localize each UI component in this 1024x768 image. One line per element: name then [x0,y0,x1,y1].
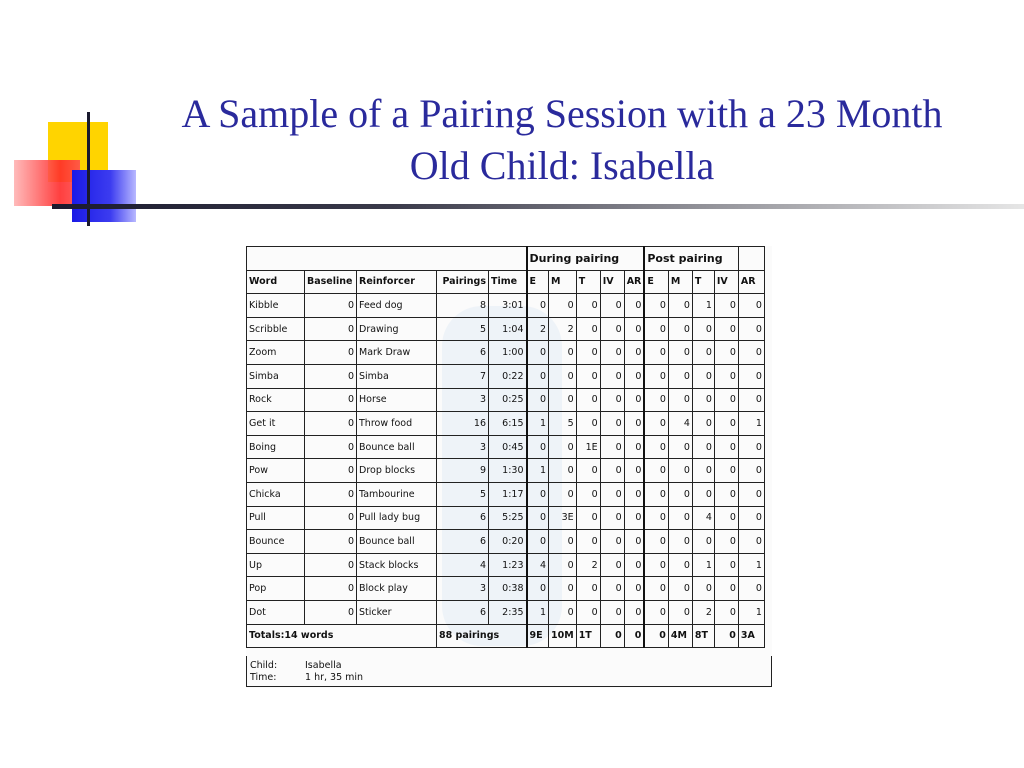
table-cell: 0 [305,577,357,601]
table-cell: 0 [600,553,624,577]
table-cell: 0 [692,364,714,388]
table-cell: 1:17 [489,482,527,506]
table-cell: 0 [549,459,577,483]
table-cell: 0 [527,435,549,459]
table-cell: 1:00 [489,341,527,365]
table-cell: 0 [576,412,600,436]
table-row [247,577,765,601]
table-cell: 1:04 [489,317,527,341]
table-cell: 1 [527,600,549,624]
table-cell: 1 [738,600,764,624]
table-cell: 0 [738,435,764,459]
table-cell: 0 [576,482,600,506]
table-cell: 0 [692,435,714,459]
table-cell: 0 [549,553,577,577]
table-cell: 0 [714,388,738,412]
table-cell: 5 [437,317,489,341]
table-cell: 1 [692,294,714,318]
table-cell: 2 [692,600,714,624]
table-cell: 0 [738,294,764,318]
table-cell: 16 [437,412,489,436]
table-cell: 0 [714,294,738,318]
table-cell: 1:30 [489,459,527,483]
table-cell: 0 [692,317,714,341]
table-cell: Get it [247,412,305,436]
table-cell: 0 [644,412,668,436]
table-row [247,600,765,624]
table-cell: 0 [644,435,668,459]
column-header: IV [600,270,624,294]
table-cell: 0 [527,530,549,554]
table-cell: Up [247,553,305,577]
table-cell: 3:01 [489,294,527,318]
table-cell: 0 [305,294,357,318]
logo-red-bar [14,160,80,206]
table-cell: 0 [305,482,357,506]
table-cell: 0 [668,317,692,341]
table-cell: 2 [549,317,577,341]
table-cell: 1:23 [489,553,527,577]
table-cell: 0 [668,459,692,483]
slide-title [100,88,1024,192]
data-sheet-image [246,246,772,688]
post-pairing-header: Post pairing [644,247,738,271]
table-cell: 0 [668,435,692,459]
table-cell: 0 [692,577,714,601]
table-cell: Chicka [247,482,305,506]
table-cell: 0 [668,506,692,530]
table-cell: 3 [437,388,489,412]
totals-cell: 8T [692,624,714,648]
table-cell: 6:15 [489,412,527,436]
table-cell: 6 [437,600,489,624]
table-cell: 3E [549,506,577,530]
table-cell: Block play [357,577,437,601]
table-cell: 0 [738,530,764,554]
table-cell: 0 [668,388,692,412]
table-cell: 0 [668,364,692,388]
totals-cell: 10M [549,624,577,648]
child-value: Isabella [305,660,342,671]
column-header: AR [738,270,764,294]
table-cell: Drawing [357,317,437,341]
table-cell: 0 [305,435,357,459]
table-cell: 0 [576,341,600,365]
table-cell: Pop [247,577,305,601]
table-cell: 0 [600,341,624,365]
table-cell: 0 [714,600,738,624]
column-header: M [668,270,692,294]
column-header: T [576,270,600,294]
table-cell: 0 [738,341,764,365]
table-cell: 1 [738,412,764,436]
table-row [247,388,765,412]
table-cell: 0 [600,294,624,318]
table-cell: 0 [624,412,644,436]
table-cell: 0 [527,482,549,506]
table-cell: 5 [549,412,577,436]
table-cell: 0 [644,364,668,388]
table-cell: 9 [437,459,489,483]
table-cell: 0 [549,435,577,459]
table-cell: 0 [527,364,549,388]
table-cell: Bounce [247,530,305,554]
table-row [247,482,765,506]
table-cell: 0 [305,364,357,388]
table-cell: 0 [692,388,714,412]
table-cell: 0:25 [489,388,527,412]
table-cell: 1 [692,553,714,577]
table-cell: 4 [692,506,714,530]
table-cell: 0 [668,553,692,577]
table-cell: 0 [644,388,668,412]
table-cell: 6 [437,530,489,554]
table-row [247,412,765,436]
column-header: Baseline [305,270,357,294]
column-header: E [527,270,549,294]
table-cell: 0 [576,577,600,601]
table-cell: 1 [527,459,549,483]
table-cell: 0 [692,459,714,483]
table-cell: 4 [668,412,692,436]
table-cell: Bounce ball [357,530,437,554]
table-cell: 2 [527,317,549,341]
column-header: T [692,270,714,294]
table-cell: 7 [437,364,489,388]
table-cell: 3 [437,435,489,459]
table-cell: 0 [549,364,577,388]
table-cell: 0 [576,388,600,412]
table-cell: 0 [576,364,600,388]
table-cell: 0 [714,553,738,577]
table-cell: 0 [576,506,600,530]
table-cell: 0 [738,364,764,388]
table-cell: 0 [668,341,692,365]
table-cell: 0 [738,317,764,341]
table-cell: 0 [549,577,577,601]
table-row [247,435,765,459]
table-cell: 1 [738,553,764,577]
column-header: IV [714,270,738,294]
column-header: Word [247,270,305,294]
table-cell: 0 [600,364,624,388]
totals-cell: 0 [714,624,738,648]
table-cell: Kibble [247,294,305,318]
table-row [247,317,765,341]
table-cell: Zoom [247,341,305,365]
table-cell: 0 [624,530,644,554]
table-cell: 0 [624,435,644,459]
table-cell: Pull lady bug [357,506,437,530]
title-underline [52,204,1024,209]
table-cell: Stack blocks [357,553,437,577]
table-cell: 4 [437,553,489,577]
table-cell: Pow [247,459,305,483]
table-cell: 0 [305,317,357,341]
table-cell: 0:45 [489,435,527,459]
table-cell: 0 [305,459,357,483]
table-cell: 0 [527,341,549,365]
table-cell: 0 [305,600,357,624]
table-cell: 0 [305,506,357,530]
table-cell: 0:20 [489,530,527,554]
table-cell: Horse [357,388,437,412]
column-header: Pairings [437,270,489,294]
totals-row [247,624,765,648]
table-cell: 0 [549,600,577,624]
table-cell: 0 [738,459,764,483]
table-cell: Mark Draw [357,341,437,365]
table-cell: 0 [305,388,357,412]
totals-cell: 0 [644,624,668,648]
table-cell: 5:25 [489,506,527,530]
totals-cell: 88 pairings [437,624,527,648]
table-cell: Tambourine [357,482,437,506]
totals-cell: Totals:14 words [247,624,437,648]
table-cell: 0 [600,435,624,459]
table-cell: 0 [600,388,624,412]
table-cell: 0 [527,577,549,601]
table-cell: 0:38 [489,577,527,601]
table-cell: 1 [527,412,549,436]
table-cell: Dot [247,600,305,624]
table-cell: 0 [644,506,668,530]
table-cell: Boing [247,435,305,459]
table-cell: 0 [624,459,644,483]
totals-cell: 0 [624,624,644,648]
table-cell: 0 [644,530,668,554]
table-cell: 0 [644,459,668,483]
table-cell: 0 [624,294,644,318]
table-cell: 0 [714,459,738,483]
column-header: M [549,270,577,294]
table-cell: 0 [714,364,738,388]
table-row [247,530,765,554]
table-cell: 0 [738,577,764,601]
table-cell: 0 [644,577,668,601]
table-cell: 0 [738,506,764,530]
table-cell: 0 [624,341,644,365]
table-cell: 0 [738,482,764,506]
column-header: Reinforcer [357,270,437,294]
table-cell: Simba [247,364,305,388]
table-cell: 0 [305,530,357,554]
table-cell: Rock [247,388,305,412]
table-cell: 0 [692,341,714,365]
table-cell: Scribble [247,317,305,341]
table-cell: Feed dog [357,294,437,318]
time-value: 1 hr, 35 min [305,672,364,683]
table-cell: 0 [714,506,738,530]
table-cell: 0 [305,412,357,436]
table-cell: 6 [437,506,489,530]
table-cell: 0 [668,577,692,601]
table-cell: 0 [600,530,624,554]
table-cell: 0 [668,530,692,554]
totals-cell: 4M [668,624,692,648]
table-cell: 0 [600,600,624,624]
table-cell: 0 [527,506,549,530]
table-cell: 0 [644,341,668,365]
table-cell: 0 [624,388,644,412]
table-row [247,341,765,365]
table-cell: 5 [437,482,489,506]
table-cell: 0 [714,317,738,341]
table-cell: 0 [714,577,738,601]
table-cell: 0 [549,294,577,318]
table-cell: 6 [437,341,489,365]
table-cell: 0 [668,482,692,506]
column-header: AR [624,270,644,294]
column-header: Time [489,270,527,294]
time-label: Time: [250,672,277,683]
table-cell: Bounce ball [357,435,437,459]
table-cell: 0 [600,577,624,601]
table-row [247,364,765,388]
table-cell: 0 [576,530,600,554]
table-cell: 0 [644,317,668,341]
table-cell: Throw food [357,412,437,436]
table-cell: Simba [357,364,437,388]
table-cell: 0 [600,506,624,530]
table-cell: 0 [644,482,668,506]
table-cell: 0 [576,600,600,624]
child-label: Child: [250,660,278,671]
table-cell: 0 [600,459,624,483]
pairing-table [246,246,765,648]
table-cell: 0 [714,435,738,459]
table-cell: 0 [576,317,600,341]
table-cell: Sticker [357,600,437,624]
table-cell: 0 [714,530,738,554]
column-header: E [644,270,668,294]
during-pairing-header: During pairing [527,247,645,271]
table-cell: Pull [247,506,305,530]
totals-cell: 0 [600,624,624,648]
table-cell: 2 [576,553,600,577]
table-cell: 0 [644,600,668,624]
totals-cell: 9E [527,624,549,648]
table-cell: 0 [576,294,600,318]
totals-cell: 3A [738,624,764,648]
session-footer [246,656,772,687]
table-cell: 0 [714,482,738,506]
table-cell: 0 [738,388,764,412]
table-cell: 0 [305,341,357,365]
table-cell: 0 [668,294,692,318]
table-cell: 0 [692,530,714,554]
table-row [247,553,765,577]
table-row [247,459,765,483]
table-cell: 8 [437,294,489,318]
table-row [247,506,765,530]
table-cell: 0 [549,341,577,365]
table-cell: 0 [527,294,549,318]
table-cell: 0 [624,553,644,577]
slide-title-line-1: A Sample of a Pairing Session with a 23 Month [181,91,943,136]
table-cell: 0 [600,317,624,341]
table-cell: 0 [692,482,714,506]
table-cell: 0 [624,364,644,388]
table-cell: 0 [692,412,714,436]
table-cell: 0 [714,412,738,436]
table-cell: 0 [600,412,624,436]
table-cell: 0 [527,388,549,412]
table-cell: Drop blocks [357,459,437,483]
group-header-row [247,247,765,271]
table-cell: 0 [624,482,644,506]
table-cell: 0 [305,553,357,577]
totals-cell: 1T [576,624,600,648]
table-cell: 0 [644,294,668,318]
table-cell: 0 [624,600,644,624]
table-cell: 0 [624,577,644,601]
table-cell: 1E [576,435,600,459]
table-row [247,294,765,318]
table-cell: 0 [624,317,644,341]
table-cell: 0 [624,506,644,530]
column-header-row [247,270,765,294]
table-cell: 0 [714,341,738,365]
table-cell: 0 [576,459,600,483]
table-cell: 0 [549,482,577,506]
slide-title-line-2: Old Child: Isabella [409,143,715,188]
table-cell: 0 [600,482,624,506]
table-cell: 0 [549,388,577,412]
table-cell: 0 [644,553,668,577]
table-cell: 4 [527,553,549,577]
table-cell: 0 [549,530,577,554]
table-cell: 0:22 [489,364,527,388]
table-cell: 3 [437,577,489,601]
table-cell: 0 [668,600,692,624]
table-cell: 2:35 [489,600,527,624]
